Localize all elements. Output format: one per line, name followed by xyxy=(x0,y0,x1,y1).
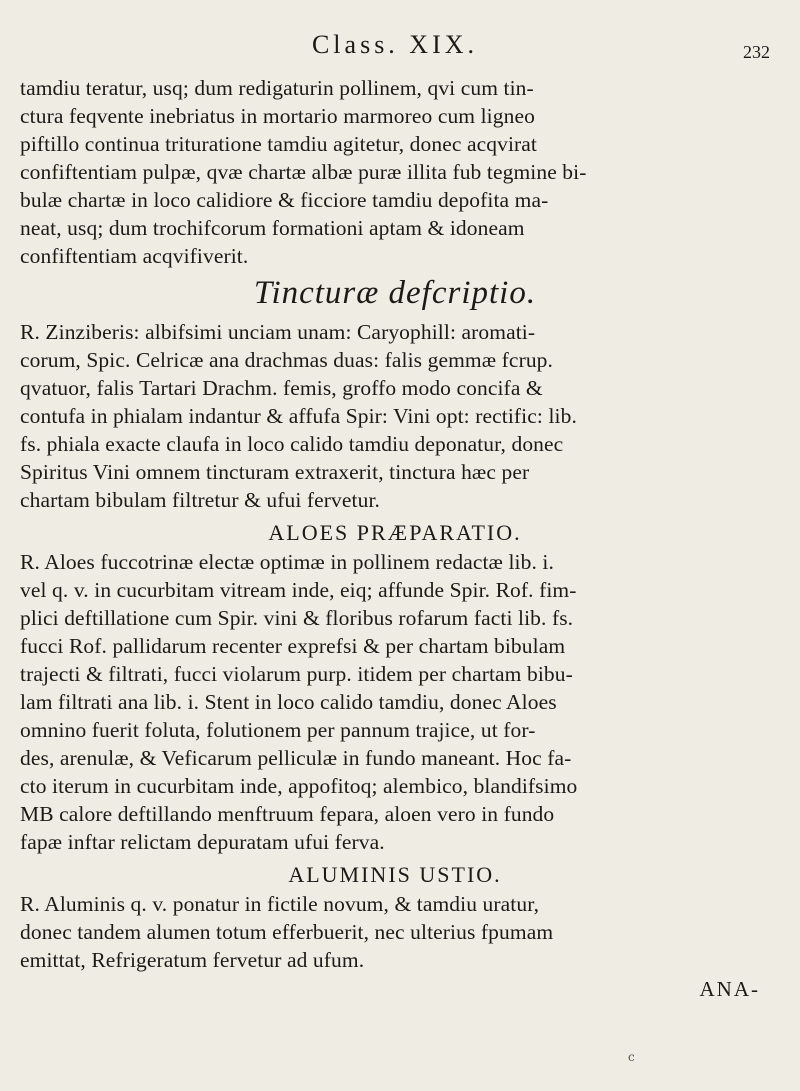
section-heading-aloes: ALOES PRÆPARATIO. xyxy=(268,520,522,545)
text-line: contufa in phialam indantur & affufa Spir: Vini opt: rectific: lib. xyxy=(20,404,577,428)
text-line: bulæ chartæ in loco calidiore & ficciore tamdiu depofita ma- xyxy=(20,188,549,212)
text-line: confiftentiam acqvifiverit. xyxy=(20,244,249,268)
text-line: R. Aloes fuccotrinæ electæ optimæ in pollinem redactæ lib. i. xyxy=(20,550,554,574)
aluminis-paragraph xyxy=(20,890,770,974)
opening-paragraph xyxy=(20,74,770,270)
text-line: R. Aluminis q. v. ponatur in fictile novum, & tamdiu uratur, xyxy=(20,892,540,916)
text-line: cto iterum in cucurbitam inde, appofitoq; alembico, blandifsimo xyxy=(20,774,578,798)
text-line: fapæ inftar relictam depuratam ufui ferva. xyxy=(20,830,385,854)
text-line: vel q. v. in cucurbitam vitream inde, eiq; affunde Spir. Rof. fim- xyxy=(20,578,577,602)
tincturae-paragraph xyxy=(20,318,770,514)
text-line: lam filtrati ana lib. i. Stent in loco calido tamdiu, donec Aloes xyxy=(20,690,557,714)
text-line: ctura feqvente inebriatus in mortario marmoreo cum ligneo xyxy=(20,104,535,128)
text-line: tamdiu teratur, usq; dum redigaturin pollinem, qvi cum tin- xyxy=(20,76,534,100)
text-line: des, arenulæ, & Veficarum pelliculæ in fundo maneant. Hoc fa- xyxy=(20,746,572,770)
text-line: chartam bibulam filtretur & ufui fervetur. xyxy=(20,488,381,512)
text-line: trajecti & filtrati, fucci violarum purp. itidem per chartam bibu- xyxy=(20,662,573,686)
text-line: fs. phiala exacte claufa in loco calido tamdiu deponatur, donec xyxy=(20,432,564,456)
text-line: plici deftillatione cum Spir. vini & floribus rofarum facti lib. fs. xyxy=(20,606,574,630)
text-line: MB calore deftillando menftruum fepara, aloen vero in fundo xyxy=(20,802,555,826)
aloes-paragraph xyxy=(20,548,770,856)
text-line: piftillo continua trituratione tamdiu agitetur, donec acqvirat xyxy=(20,132,537,156)
text-line: Spiritus Vini omnem tincturam extraxerit, tinctura hæc per xyxy=(20,460,530,484)
text-line: fucci Rof. pallidarum recenter exprefsi & per chartam bibulam xyxy=(20,634,566,658)
text-line: donec tandem alumen totum efferbuerit, nec ulterius fpumam xyxy=(20,920,554,944)
text-line: confiftentiam pulpæ, qvæ chartæ albæ puræ illita fub tegmine bi- xyxy=(20,160,587,184)
text-line: R. Zinziberis: albifsimi unciam unam: Caryophill: aromati- xyxy=(20,320,536,344)
running-header xyxy=(20,30,770,74)
page-number: 232 xyxy=(743,42,770,62)
text-line: emittat, Refrigeratum fervetur ad ufum. xyxy=(20,948,365,972)
text-line: omnino fuerit foluta, folutionem per pannum trajice, ut for- xyxy=(20,718,536,742)
catchword: ANA- xyxy=(699,977,760,1001)
text-line: neat, usq; dum trochifcorum formationi aptam & idoneam xyxy=(20,216,525,240)
stray-mark: c xyxy=(628,1050,635,1064)
class-title: Class. XIX. xyxy=(311,30,479,59)
section-heading-tincturae: Tincturæ defcriptio. xyxy=(253,275,537,311)
section-heading-aluminis: ALUMINIS USTIO. xyxy=(288,862,502,887)
text-line: qvatuor, falis Tartari Drachm. femis, groffo modo concifa & xyxy=(20,376,543,400)
text-line: corum, Spic. Celricæ ana drachmas duas: falis gemmæ fcrup. xyxy=(20,348,554,372)
